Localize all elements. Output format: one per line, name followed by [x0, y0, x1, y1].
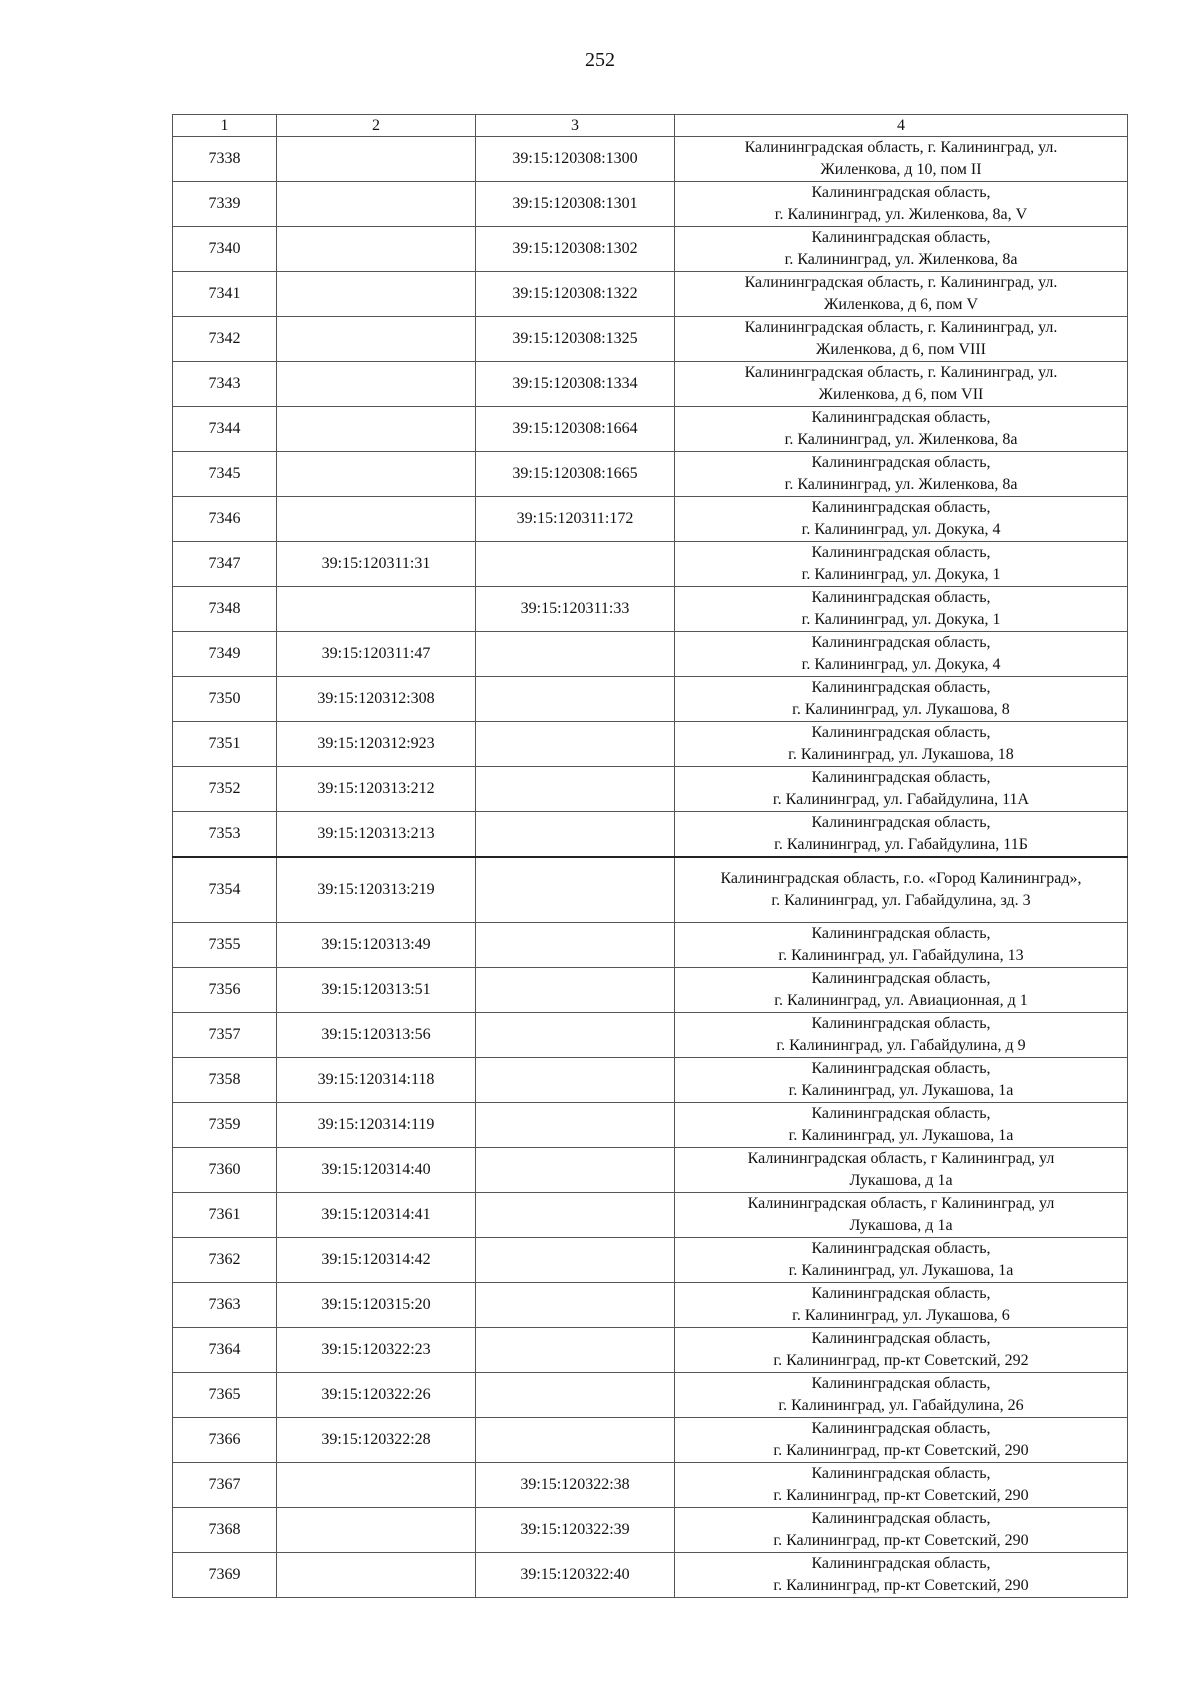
cadastral-number-cell: 39:15:120311:31 — [277, 542, 476, 587]
address-line-2: г. Калининград, ул. Авиационная, д 1 — [774, 992, 1028, 1009]
table-row — [173, 587, 1128, 632]
table-row — [173, 407, 1128, 452]
table-row — [173, 923, 1128, 968]
address-line-1: Калининградская область, — [811, 634, 991, 651]
address-line-2: г. Калининград, ул. Габайдулина, 11А — [772, 791, 1030, 808]
address-cell — [675, 227, 1128, 272]
address-cell — [675, 542, 1128, 587]
table-row — [173, 677, 1128, 722]
cadastral-number-cell — [476, 1418, 675, 1463]
address-line-2: г. Калининград, ул. Лукашова, 6 — [792, 1307, 1010, 1324]
address-line-2: г. Калининград, ул. Докука, 1 — [801, 566, 1001, 583]
cadastral-number-cell — [277, 407, 476, 452]
address-cell — [675, 1283, 1128, 1328]
table-row — [173, 1508, 1128, 1553]
address-cell — [675, 317, 1128, 362]
cadastral-number-cell: 39:15:120311:47 — [277, 632, 476, 677]
cadastral-number-cell — [476, 1238, 675, 1283]
cadastral-number-cell: 39:15:120322:23 — [277, 1328, 476, 1373]
address-line-2: Жиленкова, д 6, пом VII — [818, 386, 984, 403]
table-row — [173, 1013, 1128, 1058]
table-row — [173, 1058, 1128, 1103]
address-line-1: Калининградская область, — [811, 769, 991, 786]
address-line-2: г. Калининград, ул. Докука, 4 — [801, 521, 1001, 538]
cadastral-number-cell: 39:15:120308:1301 — [476, 182, 675, 227]
table-row — [173, 722, 1128, 767]
address-cell — [675, 632, 1128, 677]
cadastral-number-cell: 39:15:120312:923 — [277, 722, 476, 767]
row-number-cell: 7352 — [173, 767, 277, 812]
row-number-cell: 7351 — [173, 722, 277, 767]
cadastral-number-cell: 39:15:120314:42 — [277, 1238, 476, 1283]
address-cell — [675, 722, 1128, 767]
column-header: 1 — [173, 115, 277, 137]
address-line-2: г. Калининград, ул. Лукашова, 1а — [788, 1127, 1014, 1144]
address-line-2: г. Калининград, ул. Докука, 1 — [801, 611, 1001, 628]
cadastral-number-cell: 39:15:120313:51 — [277, 968, 476, 1013]
table-row — [173, 1463, 1128, 1508]
address-line-2: г. Калининград, ул. Жиленкова, 8а — [784, 431, 1018, 448]
cadastral-number-cell: 39:15:120311:172 — [476, 497, 675, 542]
address-line-2: г. Калининград, ул. Докука, 4 — [801, 656, 1001, 673]
address-line-2: г. Калининград, ул. Габайдулина, 26 — [778, 1397, 1024, 1414]
row-number-cell: 7358 — [173, 1058, 277, 1103]
cadastral-number-cell — [476, 1103, 675, 1148]
address-cell — [675, 1553, 1128, 1598]
cadastral-number-cell — [277, 137, 476, 182]
address-line-1: Калининградская область, — [811, 1555, 991, 1572]
cadastral-number-cell: 39:15:120314:40 — [277, 1148, 476, 1193]
table-row — [173, 542, 1128, 587]
table-row — [173, 1148, 1128, 1193]
table-row — [173, 452, 1128, 497]
address-cell — [675, 968, 1128, 1013]
address-line-1: Калининградская область, — [811, 454, 991, 471]
address-cell — [675, 767, 1128, 812]
cadastral-number-cell: 39:15:120322:28 — [277, 1418, 476, 1463]
row-number-cell: 7364 — [173, 1328, 277, 1373]
cadastral-number-cell: 39:15:120308:1664 — [476, 407, 675, 452]
address-cell — [675, 137, 1128, 182]
row-number-cell: 7369 — [173, 1553, 277, 1598]
column-header: 2 — [277, 115, 476, 137]
row-number-cell: 7343 — [173, 362, 277, 407]
row-number-cell: 7346 — [173, 497, 277, 542]
address-cell — [675, 1148, 1128, 1193]
cadastral-number-cell: 39:15:120314:119 — [277, 1103, 476, 1148]
address-line-2: г. Калининград, ул. Жиленкова, 8а — [784, 476, 1018, 493]
address-cell — [675, 812, 1128, 858]
address-line-1: Калининградская область, — [811, 1285, 991, 1302]
row-number-cell: 7350 — [173, 677, 277, 722]
cadastral-number-cell: 39:15:120322:38 — [476, 1463, 675, 1508]
address-cell — [675, 1328, 1128, 1373]
cadastral-number-cell: 39:15:120313:56 — [277, 1013, 476, 1058]
cadastral-number-cell — [277, 1508, 476, 1553]
address-line-1: Калининградская область, г.о. «Город Калининград», — [720, 870, 1082, 887]
cadastral-number-cell — [476, 857, 675, 923]
cadastral-number-cell: 39:15:120314:118 — [277, 1058, 476, 1103]
table-row — [173, 272, 1128, 317]
row-number-cell: 7365 — [173, 1373, 277, 1418]
cadastral-number-cell: 39:15:120313:213 — [277, 812, 476, 858]
cadastral-number-cell: 39:15:120315:20 — [277, 1283, 476, 1328]
table-row — [173, 362, 1128, 407]
address-line-2: г. Калининград, пр-кт Советский, 290 — [773, 1487, 1029, 1504]
address-line-2: г. Калининград, ул. Габайдулина, 11Б — [774, 836, 1028, 853]
row-number-cell: 7348 — [173, 587, 277, 632]
table-row — [173, 632, 1128, 677]
page-number: 252 — [585, 49, 615, 71]
cadastral-number-cell — [277, 497, 476, 542]
cadastral-number-cell: 39:15:120311:33 — [476, 587, 675, 632]
row-number-cell: 7340 — [173, 227, 277, 272]
cadastral-number-cell — [476, 722, 675, 767]
address-line-1: Калининградская область, — [811, 1465, 991, 1482]
address-line-1: Калининградская область, — [811, 409, 991, 426]
column-header: 3 — [476, 115, 675, 137]
row-number-cell: 7345 — [173, 452, 277, 497]
address-line-2: г. Калининград, ул. Лукашова, 1а — [788, 1262, 1014, 1279]
address-cell — [675, 677, 1128, 722]
address-line-1: Калининградская область, — [811, 499, 991, 516]
table-row — [173, 857, 1128, 923]
address-line-2: Жиленкова, д 6, пом V — [823, 296, 979, 313]
address-line-1: Калининградская область, — [811, 1105, 991, 1122]
cadastral-number-cell — [476, 1193, 675, 1238]
cadastral-number-cell: 39:15:120308:1325 — [476, 317, 675, 362]
row-number-cell: 7359 — [173, 1103, 277, 1148]
address-line-1: Калининградская область, г. Калининград, ул. — [744, 274, 1058, 291]
cadastral-number-cell — [277, 452, 476, 497]
table-row — [173, 1373, 1128, 1418]
address-line-1: Калининградская область, — [811, 679, 991, 696]
cadastral-number-cell: 39:15:120313:212 — [277, 767, 476, 812]
address-cell — [675, 587, 1128, 632]
address-cell — [675, 272, 1128, 317]
address-line-1: Калининградская область, — [811, 1330, 991, 1347]
header-row — [173, 115, 1128, 137]
row-number-cell: 7356 — [173, 968, 277, 1013]
address-line-1: Калининградская область, г Калининград, ул — [747, 1150, 1055, 1167]
address-cell — [675, 1508, 1128, 1553]
row-number-cell: 7338 — [173, 137, 277, 182]
address-line-2: Жиленкова, д 6, пом VIII — [815, 341, 986, 358]
table-row — [173, 1103, 1128, 1148]
address-cell — [675, 923, 1128, 968]
address-cell — [675, 407, 1128, 452]
address-line-2: г. Калининград, пр-кт Советский, 290 — [773, 1532, 1029, 1549]
table-row — [173, 317, 1128, 362]
address-cell — [675, 497, 1128, 542]
row-number-cell: 7361 — [173, 1193, 277, 1238]
cadastral-number-cell — [277, 272, 476, 317]
address-line-2: г. Калининград, пр-кт Советский, 292 — [773, 1352, 1029, 1369]
row-number-cell: 7362 — [173, 1238, 277, 1283]
address-cell — [675, 1013, 1128, 1058]
table-row — [173, 1328, 1128, 1373]
address-cell — [675, 1463, 1128, 1508]
cadastral-number-cell: 39:15:120322:26 — [277, 1373, 476, 1418]
table-row — [173, 1418, 1128, 1463]
cadastral-number-cell — [476, 632, 675, 677]
address-line-2: Жиленкова, д 10, пом II — [820, 161, 982, 178]
address-line-2: г. Калининград, ул. Габайдулина, д 9 — [776, 1037, 1026, 1054]
cadastral-number-cell: 39:15:120322:39 — [476, 1508, 675, 1553]
address-line-1: Калининградская область, — [811, 1375, 991, 1392]
address-cell — [675, 1373, 1128, 1418]
cadastral-number-cell — [277, 317, 476, 362]
address-line-1: Калининградская область, г. Калининград, ул. — [744, 319, 1058, 336]
table-row — [173, 1193, 1128, 1238]
cadastral-number-cell — [476, 1328, 675, 1373]
table-row — [173, 968, 1128, 1013]
address-line-1: Калининградская область, — [811, 229, 991, 246]
address-cell — [675, 1238, 1128, 1283]
row-number-cell: 7357 — [173, 1013, 277, 1058]
cadastral-number-cell: 39:15:120308:1302 — [476, 227, 675, 272]
row-number-cell: 7360 — [173, 1148, 277, 1193]
address-line-2: г. Калининград, ул. Лукашова, 1а — [788, 1082, 1014, 1099]
row-number-cell: 7347 — [173, 542, 277, 587]
address-cell — [675, 1418, 1128, 1463]
address-line-1: Калининградская область, — [811, 1015, 991, 1032]
address-line-1: Калининградская область, — [811, 1420, 991, 1437]
address-line-1: Калининградская область, — [811, 589, 991, 606]
table-row — [173, 1238, 1128, 1283]
cadastral-number-cell — [476, 1283, 675, 1328]
cadastral-number-cell — [277, 1553, 476, 1598]
row-number-cell: 7368 — [173, 1508, 277, 1553]
cadastral-number-cell — [277, 1463, 476, 1508]
address-line-2: г. Калининград, ул. Лукашова, 8 — [792, 701, 1010, 718]
row-number-cell: 7353 — [173, 812, 277, 858]
address-line-2: г. Калининград, ул. Габайдулина, зд. 3 — [771, 892, 1031, 909]
address-line-1: Калининградская область, — [811, 724, 991, 741]
table-body — [173, 115, 1128, 1598]
cadastral-number-cell — [277, 227, 476, 272]
cadastral-number-cell — [476, 923, 675, 968]
address-line-1: Калининградская область, г Калининград, ул — [747, 1195, 1055, 1212]
registry-table — [172, 114, 1128, 1598]
address-line-1: Калининградская область, — [811, 925, 991, 942]
cadastral-number-cell: 39:15:120313:219 — [277, 857, 476, 923]
address-line-1: Калининградская область, — [811, 1060, 991, 1077]
table-row — [173, 497, 1128, 542]
table-row — [173, 812, 1128, 858]
row-number-cell: 7341 — [173, 272, 277, 317]
cadastral-number-cell — [476, 1148, 675, 1193]
address-cell — [675, 1103, 1128, 1148]
row-number-cell: 7339 — [173, 182, 277, 227]
cadastral-number-cell — [277, 362, 476, 407]
address-cell — [675, 1193, 1128, 1238]
address-line-2: г. Калининград, пр-кт Советский, 290 — [773, 1442, 1029, 1459]
cadastral-number-cell: 39:15:120322:40 — [476, 1553, 675, 1598]
address-cell — [675, 1058, 1128, 1103]
address-line-2: г. Калининград, ул. Жиленкова, 8а, V — [774, 206, 1028, 223]
cadastral-number-cell: 39:15:120308:1300 — [476, 137, 675, 182]
address-line-1: Калининградская область, г. Калининград, ул. — [744, 364, 1058, 381]
address-line-1: Калининградская область, — [811, 814, 991, 831]
address-line-2: Лукашова, д 1а — [849, 1217, 953, 1234]
address-cell — [675, 452, 1128, 497]
cadastral-number-cell: 39:15:120308:1322 — [476, 272, 675, 317]
address-line-1: Калининградская область, — [811, 1240, 991, 1257]
address-line-1: Калининградская область, — [811, 544, 991, 561]
cadastral-number-cell — [476, 812, 675, 858]
address-line-2: г. Калининград, пр-кт Советский, 290 — [773, 1577, 1029, 1594]
row-number-cell: 7363 — [173, 1283, 277, 1328]
cadastral-number-cell — [277, 587, 476, 632]
address-line-1: Калининградская область, — [811, 1510, 991, 1527]
address-line-2: г. Калининград, ул. Габайдулина, 13 — [778, 947, 1024, 964]
row-number-cell: 7366 — [173, 1418, 277, 1463]
table-row — [173, 227, 1128, 272]
table-row — [173, 137, 1128, 182]
column-header: 4 — [675, 115, 1128, 137]
cadastral-number-cell — [476, 1373, 675, 1418]
address-line-1: Калининградская область, — [811, 970, 991, 987]
row-number-cell: 7342 — [173, 317, 277, 362]
address-cell — [675, 182, 1128, 227]
cadastral-number-cell — [476, 542, 675, 587]
cadastral-number-cell — [476, 968, 675, 1013]
cadastral-number-cell: 39:15:120308:1665 — [476, 452, 675, 497]
cadastral-number-cell — [476, 767, 675, 812]
address-line-1: Калининградская область, — [811, 184, 991, 201]
address-line-1: Калининградская область, г. Калининград, ул. — [744, 139, 1058, 156]
table-row — [173, 182, 1128, 227]
row-number-cell: 7349 — [173, 632, 277, 677]
address-cell — [675, 362, 1128, 407]
cadastral-number-cell: 39:15:120313:49 — [277, 923, 476, 968]
address-line-2: Лукашова, д 1а — [849, 1172, 953, 1189]
cadastral-number-cell — [277, 182, 476, 227]
address-line-2: г. Калининград, ул. Жиленкова, 8а — [784, 251, 1018, 268]
cadastral-number-cell: 39:15:120312:308 — [277, 677, 476, 722]
row-number-cell: 7367 — [173, 1463, 277, 1508]
cadastral-number-cell: 39:15:120314:41 — [277, 1193, 476, 1238]
cadastral-number-cell — [476, 677, 675, 722]
cadastral-number-cell — [476, 1013, 675, 1058]
table-row — [173, 1283, 1128, 1328]
table-row — [173, 1553, 1128, 1598]
table-row — [173, 767, 1128, 812]
cadastral-number-cell: 39:15:120308:1334 — [476, 362, 675, 407]
address-line-2: г. Калининград, ул. Лукашова, 18 — [788, 746, 1014, 763]
row-number-cell: 7354 — [173, 857, 277, 923]
address-cell — [675, 857, 1128, 923]
row-number-cell: 7355 — [173, 923, 277, 968]
row-number-cell: 7344 — [173, 407, 277, 452]
cadastral-number-cell — [476, 1058, 675, 1103]
